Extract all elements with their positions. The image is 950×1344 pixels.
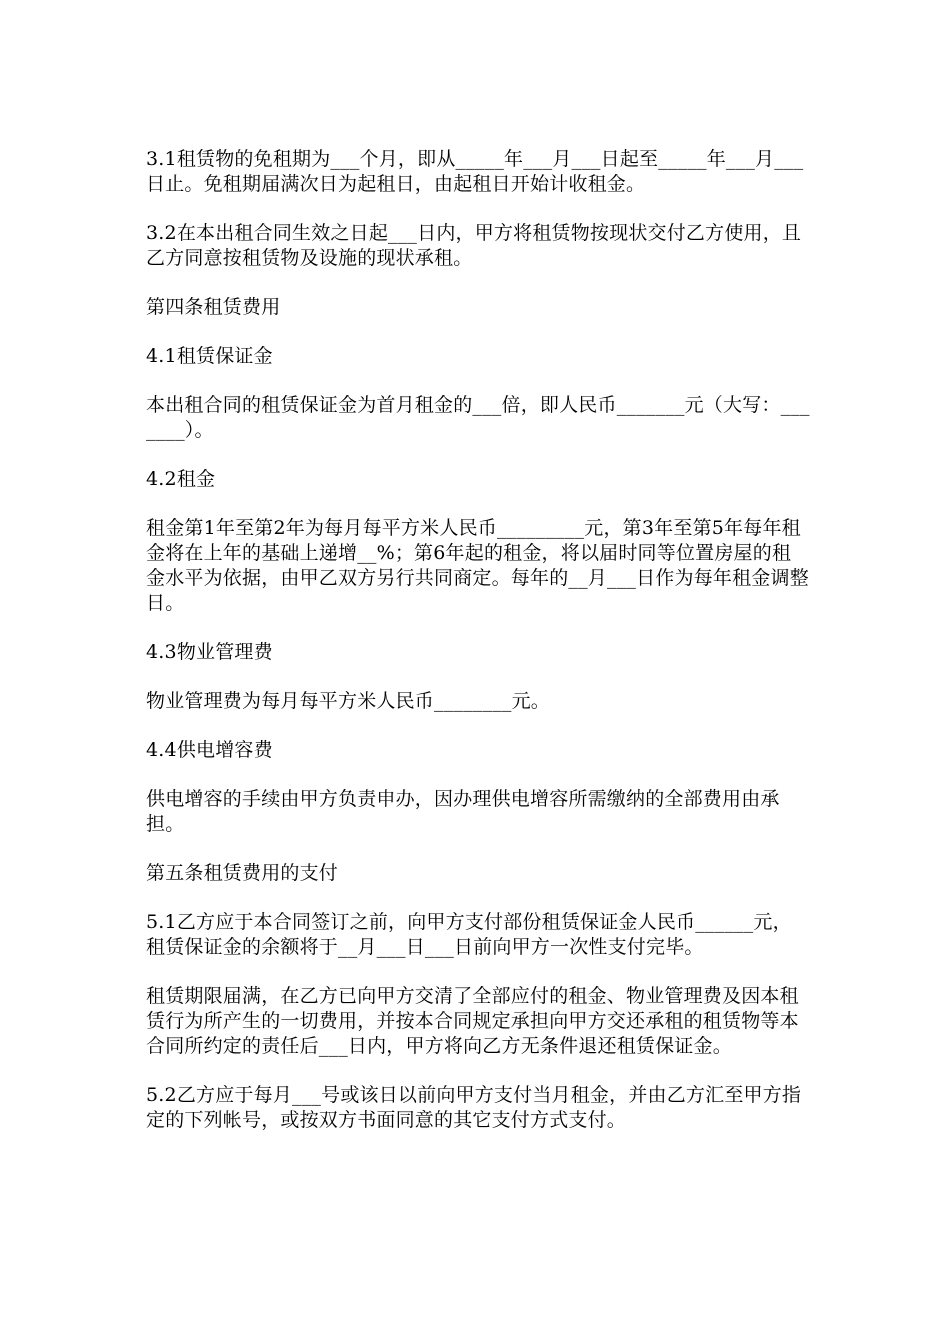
clause-4-2-heading: 4.2租金 bbox=[146, 468, 216, 490]
clause-4-4-heading: 4.4供电增容费 bbox=[146, 739, 273, 761]
deposit-refund-text: 租赁期限届满，在乙方已向甲方交清了全部应付的租金、物业管理费及因本租赁行为所产生的一切费用，并按本合同规定承担向甲方交还承租的租赁物等本合同所约定的责任后___日内，甲方将向乙方无条件退还租赁保证金。 bbox=[146, 985, 799, 1057]
clause-3-2: 3.2在本出租合同生效之日起___日内，甲方将租赁物按现状交付乙方使用，且乙方同意按租赁物及设施的现状承租。 bbox=[146, 222, 802, 269]
clause-5-1: 5.1乙方应于本合同签订之前，向甲方支付部份租赁保证金人民币______元，租赁保证金的余额将于__月___日___日前向甲方一次性支付完毕。 bbox=[146, 911, 792, 958]
clause-4-4-text: 供电增容的手续由甲方负责申办，因办理供电增容所需缴纳的全部费用由承担。 bbox=[146, 788, 780, 835]
clause-4-1-heading: 4.1租赁保证金 bbox=[146, 345, 273, 367]
clause-4-2-text: 租金第1年至第2年为每月每平方米人民币_________元，第3年至第5年每年租金将在上年的基础上递增__%；第6年起的租金，将以届时同等位置房屋的租金水平为依据，由甲乙双方另行共同商定。每年的__月___日作为每年租金调整日。 bbox=[146, 517, 809, 614]
article-4-heading: 第四条租赁费用 bbox=[146, 296, 281, 318]
clause-3-1: 3.1租赁物的免租期为___个月，即从_____年___月___日起至_____年___月___日止。免租期届满次日为起租日，由起租日开始计收租金。 bbox=[146, 148, 804, 195]
clause-4-3-heading: 4.3物业管理费 bbox=[146, 641, 273, 663]
article-5-heading: 第五条租赁费用的支付 bbox=[146, 862, 339, 884]
document-page bbox=[146, 147, 810, 1157]
clause-4-3-text: 物业管理费为每月每平方米人民币________元。 bbox=[146, 690, 551, 712]
clause-5-2: 5.2乙方应于每月___号或该日以前向甲方支付当月租金，并由乙方汇至甲方指定的下列帐号，或按双方书面同意的其它支付方式支付。 bbox=[146, 1084, 802, 1131]
clause-4-1-text: 本出租合同的租赁保证金为首月租金的___倍，即人民币_______元（大写：_______）。 bbox=[146, 394, 810, 441]
